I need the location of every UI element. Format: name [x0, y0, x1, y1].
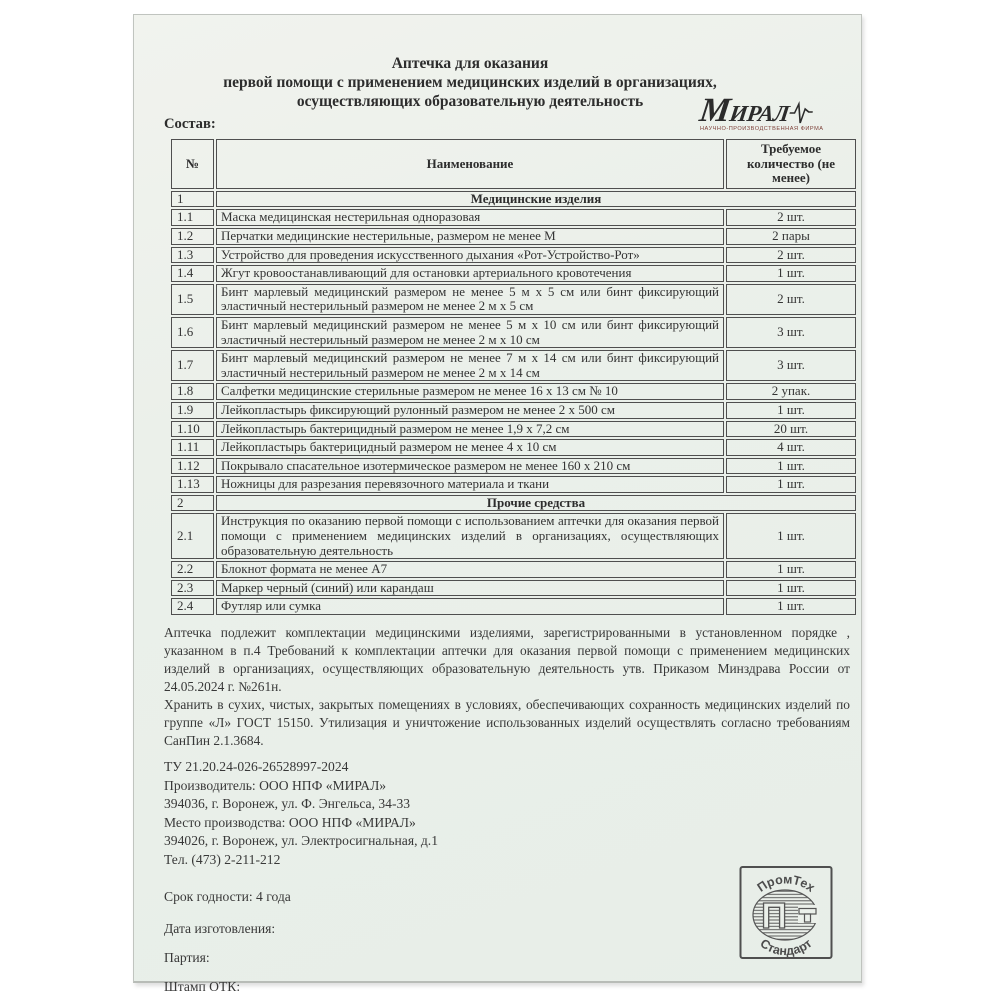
row-number: 2.3: [171, 580, 214, 597]
table-row: [171, 383, 856, 400]
row-number: 2: [171, 495, 214, 512]
row-quantity: 1 шт.: [726, 265, 856, 282]
manufacturer-address: 394036, г. Воронеж, ул. Ф. Энгельса, 34-33: [164, 796, 411, 812]
document-title: [164, 54, 776, 111]
ecg-heartbeat-icon: [788, 99, 816, 127]
title-line-1: Аптечка для оказания: [391, 55, 549, 72]
row-item-name: Лейкопластырь фиксирующий рулонный размером не менее 2 х 500 см: [216, 402, 724, 419]
row-number: 1.2: [171, 228, 214, 245]
miral-logo-wordmark: [698, 93, 855, 127]
table-row: [171, 317, 856, 348]
title-line-3: осуществляющих образовательную деятельность: [296, 93, 644, 110]
row-item-name: Перчатки медицинские нестерильные, размером не менее М: [216, 228, 724, 245]
row-item-name: Футляр или сумка: [216, 598, 724, 615]
row-item-name: Устройство для проведения искусственного дыхания «Рот-Устройство-Рот»: [216, 247, 724, 264]
note-paragraph-1: Аптечка подлежит комплектации медицинскими изделиями, зарегистрированными в установленном порядке , указанном в п.4 Требований к комплектации аптечки для оказания первой помощи с применением медицинских изделий в организациях, осуществляющих образовательную деятельность утв. Приказом Минздрава России от 24.05.2024 г. №261н.: [164, 625, 850, 695]
row-number: 1.8: [171, 383, 214, 400]
column-header-number: №: [171, 139, 214, 189]
row-number: 1.11: [171, 439, 214, 456]
tu-number: ТУ 21.20.24-026-26528997-2024: [164, 759, 349, 775]
row-number: 1.1: [171, 209, 214, 226]
row-item-name: Ножницы для разрезания перевязочного материала и ткани: [216, 476, 724, 493]
row-quantity: 1 шт.: [726, 598, 856, 615]
row-number: 1.12: [171, 458, 214, 475]
batch-field: Партия:: [164, 949, 210, 965]
row-number: 1.7: [171, 350, 214, 381]
row-quantity: 3 шт.: [726, 317, 856, 348]
table-row: [171, 191, 856, 208]
table-row: [171, 284, 856, 315]
table-row: [171, 598, 856, 615]
note-paragraph-2: Хранить в сухих, чистых, закрытых помещениях в условиях, обеспечивающих сохранность медицинских изделий по группе «Л» ГОСТ 15150. Утилизация и уничтожение использованных изделий осуществлять согласно требованиям СанПин 2.1.3684.: [164, 697, 850, 749]
row-quantity: 20 шт.: [726, 421, 856, 438]
row-quantity: 2 упак.: [726, 383, 856, 400]
promtech-standart-stamp: [738, 864, 834, 961]
row-item-name: Бинт марлевый медицинский размером не менее 7 м х 14 см или бинт фиксирующий эластичный нестерильный размером не менее 2 м х 14 см: [216, 350, 724, 381]
row-item-name: Бинт марлевый медицинский размером не менее 5 м х 5 см или бинт фиксирующий эластичный нестерильный размером не менее 2 м х 5 см: [216, 284, 724, 315]
row-number: 1.9: [171, 402, 214, 419]
table-row: [171, 513, 856, 559]
row-quantity: 2 пары: [726, 228, 856, 245]
row-number: 1.10: [171, 421, 214, 438]
row-item-name: Инструкция по оказанию первой помощи с использованием аптечки для оказания первой помощи с применением медицинских изделий в организациях, осуществляющих образовательную деятельность: [216, 513, 724, 559]
row-quantity: 1 шт.: [726, 513, 856, 559]
miral-logo-letters: ИРАЛ: [727, 101, 791, 126]
row-quantity: 1 шт.: [726, 476, 856, 493]
table-row: [171, 228, 856, 245]
column-header-name: Наименование: [216, 139, 724, 189]
row-item-name: Блокнот формата не менее А7: [216, 561, 724, 578]
table-row: [171, 209, 856, 226]
section-title: Медицинские изделия: [216, 191, 856, 208]
table-row: [171, 402, 856, 419]
table-row: [171, 495, 856, 512]
row-number: 1.5: [171, 284, 214, 315]
row-quantity: 3 шт.: [726, 350, 856, 381]
company-details: [164, 758, 861, 870]
composition-label: Состав:: [164, 116, 216, 132]
qc-stamp-field: Штамп ОТК:: [164, 978, 241, 994]
row-item-name: Маска медицинская нестерильная одноразовая: [216, 209, 724, 226]
table-row: [171, 247, 856, 264]
row-number: 1.3: [171, 247, 214, 264]
row-item-name: Маркер черный (синий) или карандаш: [216, 580, 724, 597]
table-row: [171, 580, 856, 597]
header-row: [171, 139, 856, 189]
row-quantity: 4 шт.: [726, 439, 856, 456]
title-line-2: первой помощи с применением медицинских изделий в организациях,: [223, 74, 717, 91]
phone: Тел. (473) 2-211-212: [164, 852, 281, 867]
miral-logo-subtitle: НАУЧНО-ПРОИЗВОДСТВЕННАЯ ФИРМА: [700, 126, 824, 132]
row-item-name: Салфетки медицинские стерильные размером не менее 16 х 13 см № 10: [216, 383, 724, 400]
miral-logo-letter-m: М: [697, 92, 733, 129]
notes: [164, 624, 850, 750]
row-item-name: Бинт марлевый медицинский размером не менее 5 м х 10 см или бинт фиксирующий эластичный нестерильный размером не менее 2 м х 10 см: [216, 317, 724, 348]
row-quantity: 1 шт.: [726, 561, 856, 578]
production-address: 394026, г. Воронеж, ул. Электросигнальная, д.1: [164, 833, 438, 849]
manufacture-date-field: Дата изготовления:: [164, 920, 276, 936]
stamp-letter-p: П: [761, 895, 787, 936]
stamp-bottom-text: Стандарт: [757, 936, 815, 959]
table-row: [171, 561, 856, 578]
row-quantity: 2 шт.: [726, 209, 856, 226]
row-number: 1.6: [171, 317, 214, 348]
row-number: 2.2: [171, 561, 214, 578]
section-title: Прочие средства: [216, 495, 856, 512]
production-site: Место производства: ООО НПФ «МИРАЛ»: [164, 814, 416, 830]
table-row: [171, 458, 856, 475]
row-quantity: 1 шт.: [726, 402, 856, 419]
table-row: [171, 476, 856, 493]
row-number: 2.1: [171, 513, 214, 559]
composition-table-body: [171, 191, 856, 615]
row-number: 1.13: [171, 476, 214, 493]
row-item-name: Лейкопластырь бактерицидный размером не менее 4 х 10 см: [216, 439, 724, 456]
table-row: [171, 421, 856, 438]
row-number: 2.4: [171, 598, 214, 615]
manufacturer: Производитель: ООО НПФ «МИРАЛ»: [164, 777, 387, 793]
row-quantity: 2 шт.: [726, 247, 856, 264]
row-number: 1.4: [171, 265, 214, 282]
table-row: [171, 350, 856, 381]
column-header-quantity: Требуемое количество (не менее): [726, 139, 856, 189]
document-page: [133, 14, 862, 994]
composition-table-head: [171, 139, 856, 189]
row-item-name: Жгут кровоостанавливающий для остановки артериального кровотечения: [216, 265, 724, 282]
miral-logo: [697, 92, 852, 132]
row-number: 1: [171, 191, 214, 208]
row-quantity: 2 шт.: [726, 284, 856, 315]
row-quantity: 1 шт.: [726, 580, 856, 597]
row-item-name: Покрывало спасательное изотермическое размером не менее 160 х 210 см: [216, 458, 724, 475]
stamp-top-text: ПромТех: [754, 872, 818, 895]
row-item-name: Лейкопластырь бактерицидный размером не менее 1,9 х 7,2 см: [216, 421, 724, 438]
table-row: [171, 265, 856, 282]
row-quantity: 1 шт.: [726, 458, 856, 475]
table-row: [171, 439, 856, 456]
composition-table: [169, 137, 858, 617]
shelf-life: Срок годности: 4 года: [164, 888, 291, 904]
